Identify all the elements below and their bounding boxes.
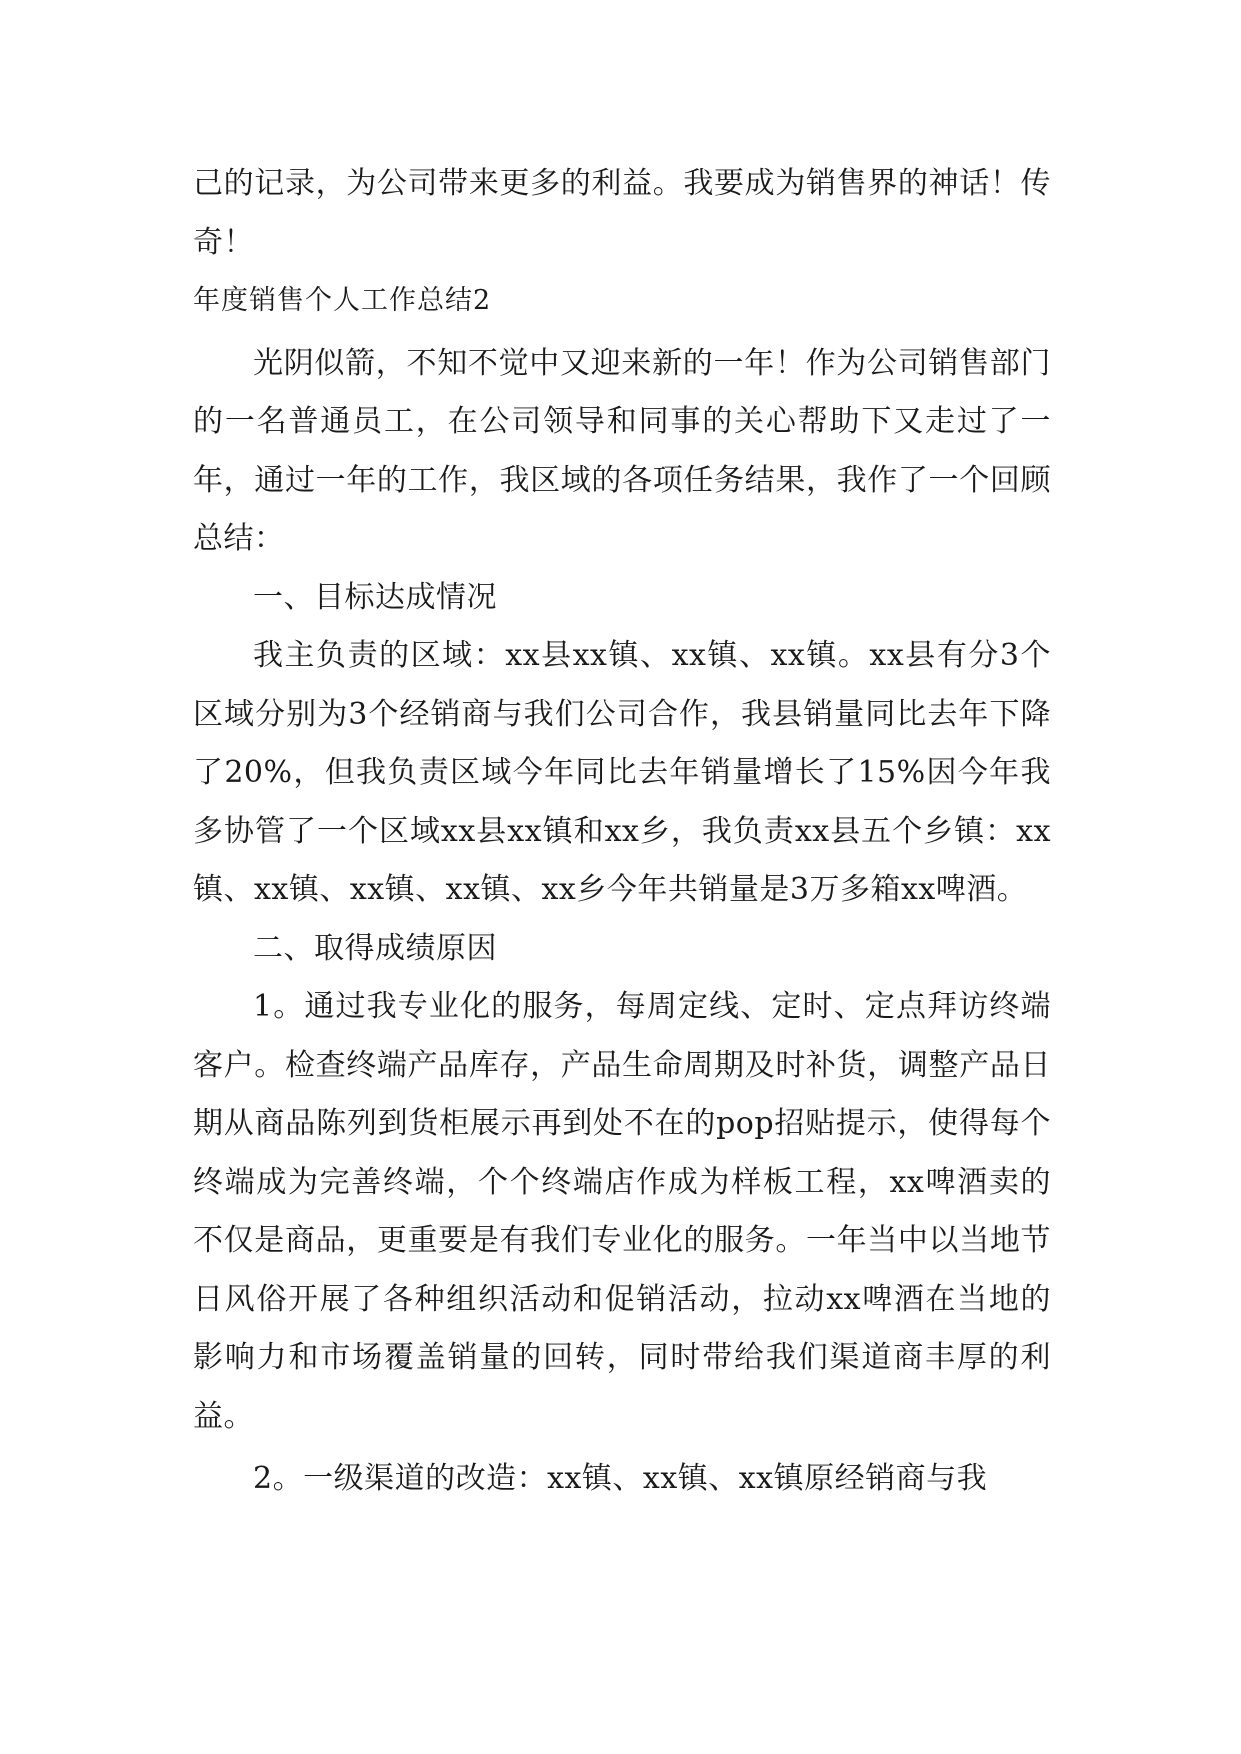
paragraph-reason-1: 1。通过我专业化的服务，每周定线、定时、定点拜访终端客户。检查终端产品库存，产品生命周期及时补货，调整产品日期从商品陈列到货柜展示再到处不在的pop招贴提示，使得每个终端成为完善终端，个个终端店作成为样板工程，xx啤酒卖的不仅是商品，更重要是有我们专业化的服务。一年当中以当地节日风俗开展了各种组织活动和促销活动，拉动xx啤酒在当地的影响力和市场覆盖销量的回转，同时带给我们渠道商丰厚的利益。 (193, 989, 1051, 1434)
paragraph-intro: 光阴似箭，不知不觉中又迎来新的一年！作为公司销售部门的一名普通员工，在公司领导和同事的关心帮助下又走过了一年，通过一年的工作，我区域的各项任务结果，我作了一个回顾总结： (193, 345, 1051, 556)
section-heading-reasons: 二、取得成绩原因 (253, 930, 497, 966)
document-heading: 年度销售个人工作总结2 (193, 285, 492, 316)
paragraph-targets: 我主负责的区域：xx县xx镇、xx镇、xx镇。xx县有分3个区域分别为3个经销商与我们公司合作，我县销量同比去年下降了20%，但我负责区域今年同比去年销量增长了15%因今年我多协管了一个区域xx县xx镇和xx乡，我负责xx县五个乡镇：xx镇、xx镇、xx镇、xx镇、xx乡今年共销量是3万多箱xx啤酒。 (193, 638, 1051, 907)
paragraph-reason-2: 2。一级渠道的改造：xx镇、xx镇、xx镇原经销商与我 (253, 1461, 988, 1496)
paragraph-continued: 己的记录，为公司带来更多的利益。我要成为销售界的神话！传奇！ (193, 166, 1051, 260)
section-heading-targets: 一、目标达成情况 (253, 579, 497, 615)
document-body (193, 155, 1051, 1509)
